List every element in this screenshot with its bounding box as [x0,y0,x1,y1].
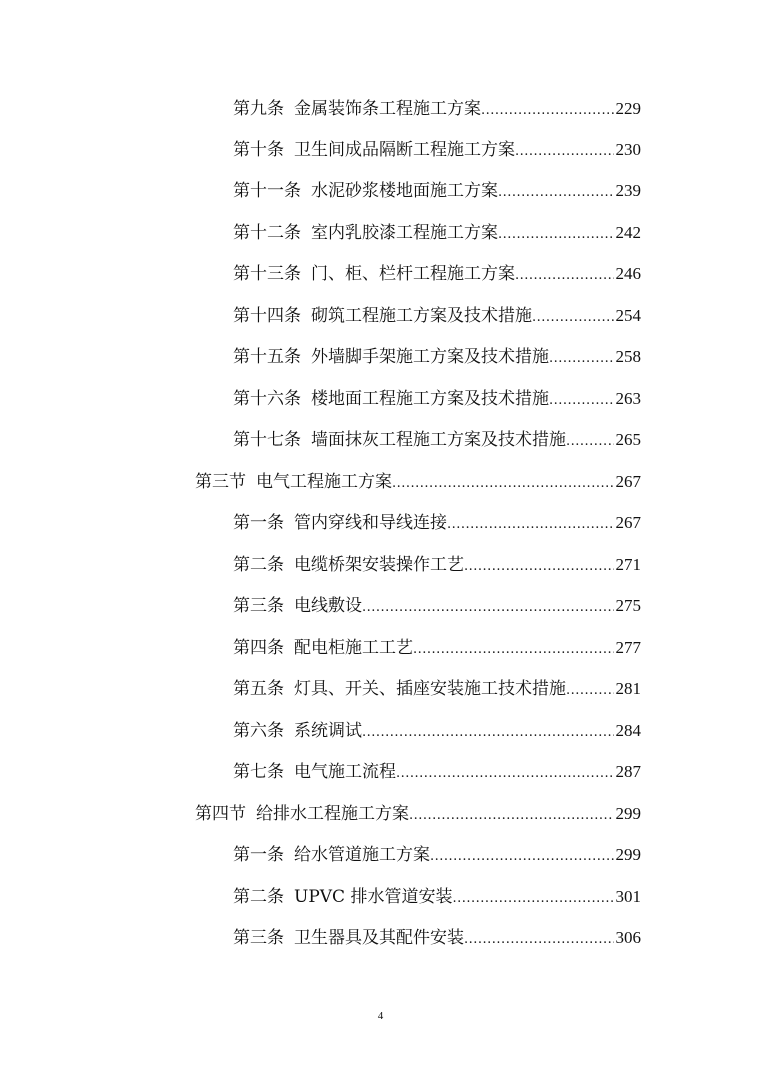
entry-number: 第十四条 [233,306,301,326]
page-number: 4 [377,1010,384,1022]
section-title: 电气工程施工方案 [256,472,392,492]
dot-leader [452,884,613,914]
toc-entry[interactable] [233,384,641,414]
toc-entry[interactable] [233,633,641,663]
dot-leader [549,386,614,416]
toc-entry[interactable] [233,674,641,704]
entry-title: 楼地面工程施工方案及技术措施 [311,389,549,409]
dot-leader [447,510,614,540]
section-title: 给排水工程施工方案 [256,804,409,824]
entry-page: 306 [615,928,641,947]
entry-page: 258 [615,347,641,366]
entry-number: 第十六条 [233,389,301,409]
entry-page: 230 [615,140,641,159]
toc-entry[interactable] [233,508,641,538]
entry-title: 室内乳胶漆工程施工方案 [311,223,498,243]
dot-leader [481,96,614,126]
entry-number: 第二条 [233,887,284,907]
entry-page: 271 [615,555,641,574]
dot-leader [464,925,614,955]
toc-entry[interactable] [233,882,641,912]
dot-leader [396,759,614,789]
entry-number: 第三条 [233,928,284,948]
entry-page: 229 [615,99,641,118]
entry-title: 管内穿线和导线连接 [294,513,447,533]
entry-page: 239 [615,181,641,200]
entry-title: 系统调试 [294,721,362,741]
toc-section-entry[interactable] [195,467,641,497]
toc-entry[interactable] [233,591,641,621]
entry-page: 242 [615,223,641,242]
entry-page: 277 [615,638,641,657]
entry-page: 267 [615,472,641,491]
entry-title: 电缆桥架安装操作工艺 [294,555,464,575]
entry-title: UPVC 排水管道安装 [294,887,453,907]
dot-leader [549,344,614,374]
toc-entry[interactable] [233,342,641,372]
entry-page: 275 [615,596,641,615]
entry-title: 给水管道施工方案 [294,845,430,865]
section-number: 第四节 [195,804,246,824]
toc-entry[interactable] [233,716,641,746]
entry-title: 卫生器具及其配件安装 [294,928,464,948]
entry-number: 第十三条 [233,264,301,284]
entry-page: 284 [615,721,641,740]
entry-number: 第十五条 [233,347,301,367]
entry-number: 第三条 [233,596,284,616]
entry-page: 299 [615,804,641,823]
entry-page: 254 [615,306,641,325]
entry-number: 第一条 [233,845,284,865]
entry-title: 灯具、开关、插座安装施工技术措施 [294,679,566,699]
toc-entry[interactable] [233,259,641,289]
entry-title: 水泥砂浆楼地面施工方案 [311,181,498,201]
dot-leader [566,427,614,457]
toc-entry[interactable] [233,94,641,124]
toc-section-entry[interactable] [195,799,641,829]
dot-leader [362,593,614,623]
entry-number: 第十条 [233,140,284,160]
entry-number: 第七条 [233,762,284,782]
dot-leader [498,178,614,208]
entry-title: 卫生间成品隔断工程施工方案 [294,140,515,160]
entry-page: 246 [615,264,641,283]
entry-number: 第十一条 [233,181,301,201]
entry-page: 281 [615,679,641,698]
toc-entry[interactable] [233,135,641,165]
entry-page: 265 [615,430,641,449]
dot-leader [413,635,614,665]
entry-number: 第一条 [233,513,284,533]
dot-leader [566,676,614,706]
entry-number: 第二条 [233,555,284,575]
dot-leader [515,137,614,167]
entry-page: 263 [615,389,641,408]
entry-title: 电气施工流程 [294,762,396,782]
entry-title: 金属装饰条工程施工方案 [294,99,481,119]
toc-entry[interactable] [233,923,641,953]
entry-title: 砌筑工程施工方案及技术措施 [311,306,532,326]
toc-entry[interactable] [233,840,641,870]
dot-leader [464,552,614,582]
dot-leader [362,718,614,748]
toc-entry[interactable] [233,301,641,331]
dot-leader [532,303,614,333]
entry-page: 267 [615,513,641,532]
dot-leader [498,220,614,250]
entry-number: 第六条 [233,721,284,741]
toc-entry[interactable] [233,176,641,206]
dot-leader [409,801,614,831]
entry-page: 301 [615,887,641,906]
entry-title: 墙面抹灰工程施工方案及技术措施 [311,430,566,450]
section-number: 第三节 [195,472,246,492]
toc-entry[interactable] [233,757,641,787]
dot-leader [515,261,614,291]
entry-number: 第九条 [233,99,284,119]
entry-number: 第十二条 [233,223,301,243]
dot-leader [392,469,614,499]
toc-entry[interactable] [233,550,641,580]
entry-title: 电线敷设 [294,596,362,616]
dot-leader [430,842,614,872]
entry-number: 第十七条 [233,430,301,450]
entry-title: 外墙脚手架施工方案及技术措施 [311,347,549,367]
entry-title: 门、柜、栏杆工程施工方案 [311,264,515,284]
entry-page: 287 [615,762,641,781]
toc-entry[interactable] [233,425,641,455]
entry-page: 299 [615,845,641,864]
toc-entry[interactable] [233,218,641,248]
entry-number: 第五条 [233,679,284,699]
entry-number: 第四条 [233,638,284,658]
entry-title: 配电柜施工工艺 [294,638,413,658]
